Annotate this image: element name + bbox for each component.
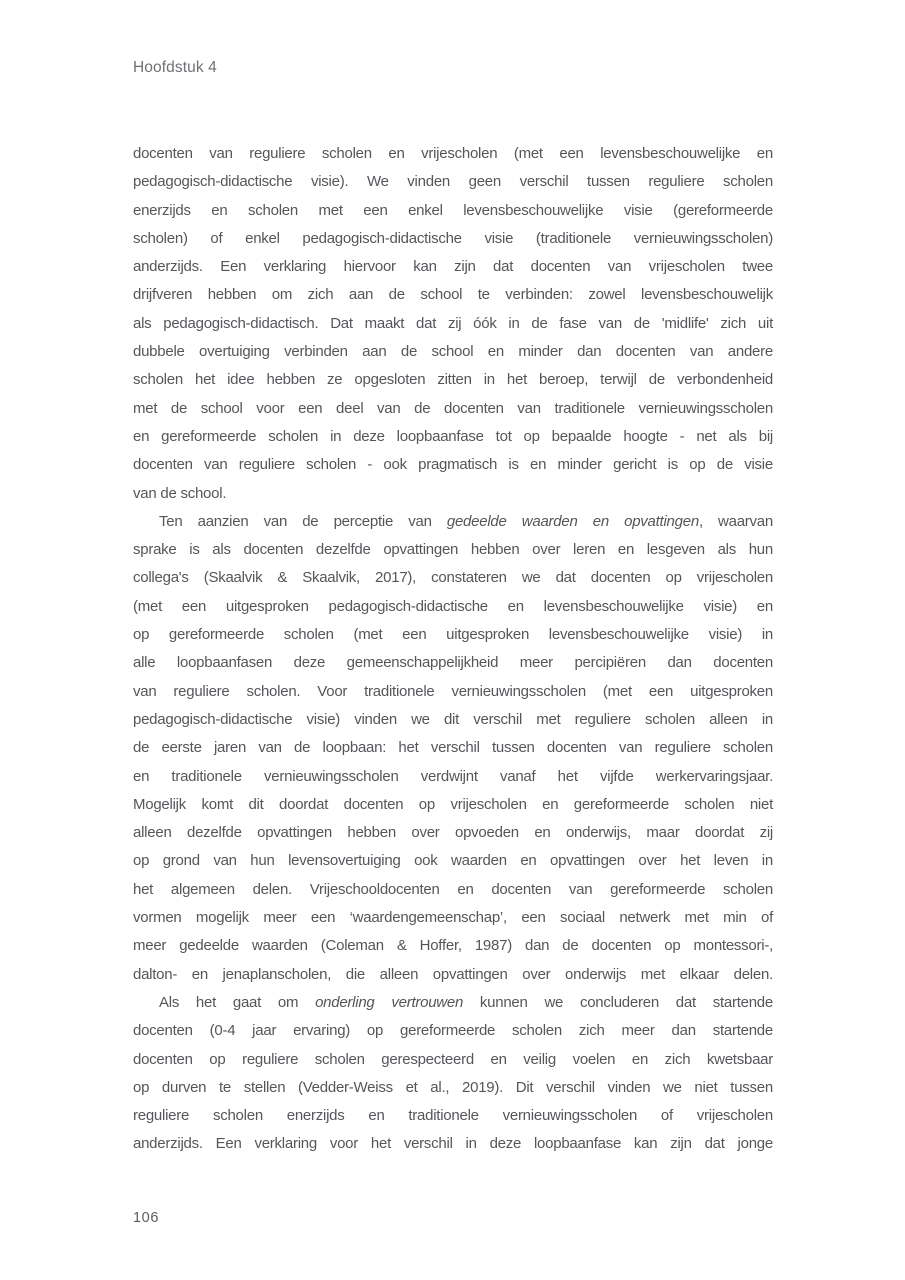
text-line: op durven te stellen (Vedder-Weiss et al., 2019). Dit verschil vinden we niet tussen [133,1078,773,1096]
text-line: scholen het idee hebben ze opgesloten zitten in het beroep, terwijl de verbondenheid [133,371,773,389]
text-line: anderzijds. Een verklaring hiervoor kan zijn dat docenten van vrijescholen twee [133,258,773,276]
text-line: en gereformeerde scholen in deze loopbaanfase tot op bepaalde hoogte - net als bij [133,427,773,445]
text-line: de eerste jaren van de loopbaan: het verschil tussen docenten van reguliere scholen [133,739,773,757]
text-line: docenten van reguliere scholen - ook pragmatisch is en minder gericht is op de visie [133,456,773,474]
text-line: docenten van reguliere scholen en vrijescholen (met een levensbeschouwelijke en [133,145,773,162]
text-line: en traditionele vernieuwingsscholen verdwijnt vanaf het vijfde werkervaringsjaar. [133,767,773,785]
text-line: vormen mogelijk meer een ‘waardengemeenschap’, een sociaal netwerk met min of [133,909,773,927]
text-line: Ten aanzien van de perceptie van gedeelde waarden en opvattingen, waarvan [159,512,773,530]
text-line: scholen) of enkel pedagogisch-didactische visie (traditionele vernieuwingsscholen) [133,229,773,247]
text-line: (met een uitgesproken pedagogisch-didactische en levensbeschouwelijke visie) en [133,597,773,615]
text-line: dalton- en jenaplanscholen, die alleen opvattingen over onderwijs met elkaar delen. [133,965,773,983]
text-line: drijfveren hebben om zich aan de school te verbinden: zowel levensbeschouwelijk [133,286,773,304]
italic-phrase: onderling vertrouwen [315,993,464,1011]
text-line: het algemeen delen. Vrijeschooldocenten en docenten van gereformeerde scholen [133,880,773,898]
text-line: sprake is als docenten dezelfde opvattingen hebben over leren en lesgeven als hun [133,541,773,559]
text-line: dubbele overtuiging verbinden aan de school en minder dan docenten van andere [133,343,773,361]
text-line: collega's (Skaalvik & Skaalvik, 2017), constateren we dat docenten op vrijescholen [133,569,773,587]
text-line: op grond van hun levensovertuiging ook waarden en opvattingen over het leven in [133,852,773,870]
text-line: op gereformeerde scholen (met een uitgesproken levensbeschouwelijke visie) in [133,626,773,644]
text-line: docenten op reguliere scholen gerespecteerd en veilig voelen en zich kwetsbaar [133,1050,773,1068]
body-text [133,140,773,1159]
page-number: 106 [133,1210,159,1226]
text-line: van de school. [133,484,227,502]
text-line: alleen dezelfde opvattingen hebben over opvoeden en onderwijs, maar doordat zij [133,824,773,842]
text-line: als pedagogisch-didactisch. Dat maakt dat zij óók in de fase van de 'midlife' zich uit [133,314,773,332]
text-line: van reguliere scholen. Voor traditionele vernieuwingsscholen (met een uitgesproken [133,682,773,700]
text-line: Mogelijk komt dit doordat docenten op vrijescholen en gereformeerde scholen niet [133,795,773,813]
text-line: enerzijds en scholen met een enkel levensbeschouwelijke visie (gereformeerde [133,201,773,219]
text-line: reguliere scholen enerzijds en traditionele vernieuwingsscholen of vrijescholen [133,1107,773,1125]
text-line: met de school voor een deel van de docenten van traditionele vernieuwingsscholen [133,399,773,417]
text-line: pedagogisch-didactische visie) vinden we dit verschil met reguliere scholen alleen in [133,710,773,728]
italic-phrase: gedeelde waarden en opvattingen [446,512,699,530]
text-line: pedagogisch-didactische visie). We vinden geen verschil tussen reguliere scholen [133,173,773,191]
running-header: Hoofdstuk 4 [133,59,217,76]
text-line: Als het gaat om onderling vertrouwen kunnen we concluderen dat startende [159,993,773,1011]
text-line: alle loopbaanfasen deze gemeenschappelijkheid meer percipiëren dan docenten [133,654,773,672]
text-line: anderzijds. Een verklaring voor het verschil in deze loopbaanfase kan zijn dat jonge [133,1135,773,1153]
text-line: docenten (0-4 jaar ervaring) op gereformeerde scholen zich meer dan startende [133,1022,773,1040]
text-line: meer gedeelde waarden (Coleman & Hoffer, 1987) dan de docenten op montessori-, [133,937,773,955]
